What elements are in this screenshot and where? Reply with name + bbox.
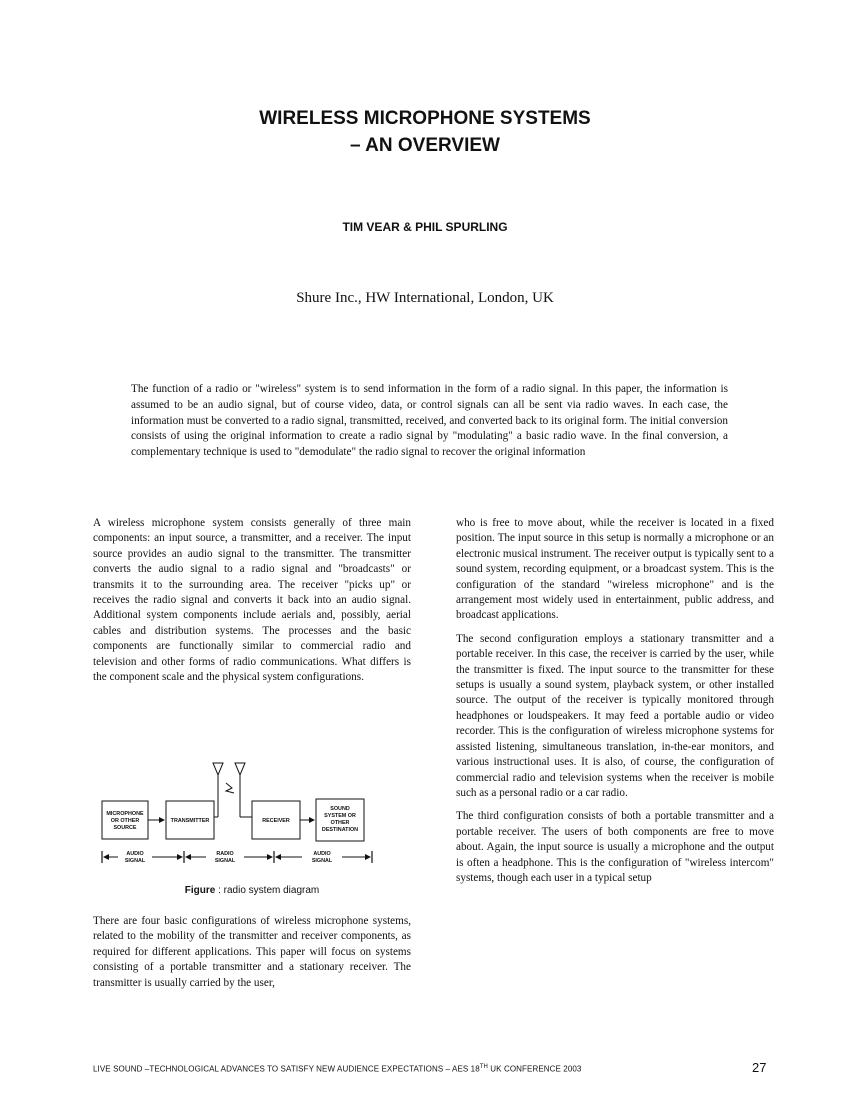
paragraph: who is free to move about, while the receiver is located in a fixed position. The input source in this setup is normally a microphone or an electronic musical instrument. The receiver output is typically sent to a sound system, recording equipment, or a broadcast system. This is the configuration of the standard "wireless microphone" and is the arrangement most widely used in entertainment, public address, and broadcast applications. — [456, 517, 774, 622]
right-column — [456, 516, 774, 894]
audio-signal-label-2b: SIGNAL — [311, 858, 333, 864]
dest-label-1: SOUND — [330, 806, 350, 812]
affiliation: Shure Inc., HW International, London, UK — [296, 290, 554, 306]
source-label-2: OR OTHER — [110, 818, 140, 824]
paragraph: The second configuration employs a stationary transmitter and a portable receiver. In this case, the receiver is carried by the user, while the transmitter is fixed. The input source to the transmitter for these setups is usually a sound system, playback system, or other installed source. The output of the receiver is typically monitored through headphones or loudspeakers. It may feed a portable audio or video recorder. This is the configuration of wireless microphone systems for assisted listening, simultaneous translation, in-the-ear monitors, and various instructional uses. It is also, of course, the configuration of commercial radio and television systems when the receiver is mobile such as a personal radio or a car radio. — [456, 632, 774, 799]
radio-system-diagram — [96, 755, 410, 877]
receiver-label: RECEIVER — [262, 818, 290, 824]
dest-label-4: DESTINATION — [321, 827, 359, 833]
radio-signal-label-a: RADIO — [216, 851, 234, 857]
radio-wave-icon — [226, 783, 234, 793]
source-label-3: SOURCE — [113, 825, 137, 831]
left-column-top — [93, 516, 411, 693]
paper-title-line-1: WIRELESS MICROPHONE SYSTEMS — [259, 108, 591, 129]
footer-superscript: TH — [479, 1064, 488, 1070]
dest-label-2: SYSTEM OR — [324, 813, 356, 819]
radio-signal-label-b: SIGNAL — [214, 858, 236, 864]
receiver-antenna-icon — [235, 763, 245, 817]
paragraph: A wireless microphone system consists generally of three main components: an input source, a transmitter, and a receiver. The input source provides an audio signal to the transmitter. The transmitter converts the audio signal to a radio signal and "broadcasts" or transmits it to the surrounding area. The receiver "picks up" or receives the radio signal and converts it back into an audio signal. Additional system components include aerials and, possibly, aerial cables and distribution systems. The processes and the basic components are functionally similar to commercial radio and television and other forms of radio communications. What differs is the component scale and the physical system configurations. — [93, 517, 411, 684]
footer-text: LIVE SOUND –TECHNOLOGICAL ADVANCES TO SATISFY NEW AUDIENCE EXPECTATIONS – AES 18 — [93, 1064, 480, 1074]
caption-label: Figure — [184, 885, 216, 896]
audio-signal-label-1b: SIGNAL — [124, 858, 146, 864]
authors: TIM VEAR & PHIL SPURLING — [342, 220, 508, 234]
paragraph: The third configuration consists of both a portable transmitter and a portable receiver. The users of both components are free to move about. Again, the input source is usually a microphone and the output is often a headphone. This is the configuration of "wireless intercom" systems, though each user in a typical setup — [456, 810, 774, 884]
abstract: The function of a radio or "wireless" system is to send information in the form of a radio signal. In this paper, the information is assumed to be an audio signal, but of course video, data, or control signals can all be sent via radio waves. In each case, the information must be converted to a radio signal, transmitted, received, and converted back to its original form. The initial conversion consists of using the original information to create a radio signal by "modulating" a basic radio wave. In the final conversion, a complementary technique is used to "demodulate" the radio signal to recover the original information — [131, 383, 728, 459]
paper-title-line-2: – AN OVERVIEW — [350, 135, 500, 156]
source-label-1: MICROPHONE — [106, 811, 144, 817]
dest-label-3: OTHER — [330, 820, 350, 826]
running-footer — [93, 1064, 693, 1074]
audio-signal-label-2a: AUDIO — [313, 851, 331, 857]
paragraph: There are four basic configurations of wireless microphone systems, related to the mobility of the transmitter and receiver components, as required for different applications. This paper will focus on systems consisting of a portable transmitter and a stationary receiver. The transmitter is usually carried by the user, — [93, 915, 411, 989]
footer-tail: UK CONFERENCE 2003 — [487, 1064, 582, 1074]
page-number: 27 — [752, 1060, 767, 1075]
left-column-bottom — [93, 914, 411, 999]
audio-signal-label-1a: AUDIO — [126, 851, 144, 857]
figure-caption — [93, 885, 411, 896]
caption-text: : radio system diagram — [218, 885, 320, 896]
transmitter-label: TRANSMITTER — [170, 818, 210, 824]
